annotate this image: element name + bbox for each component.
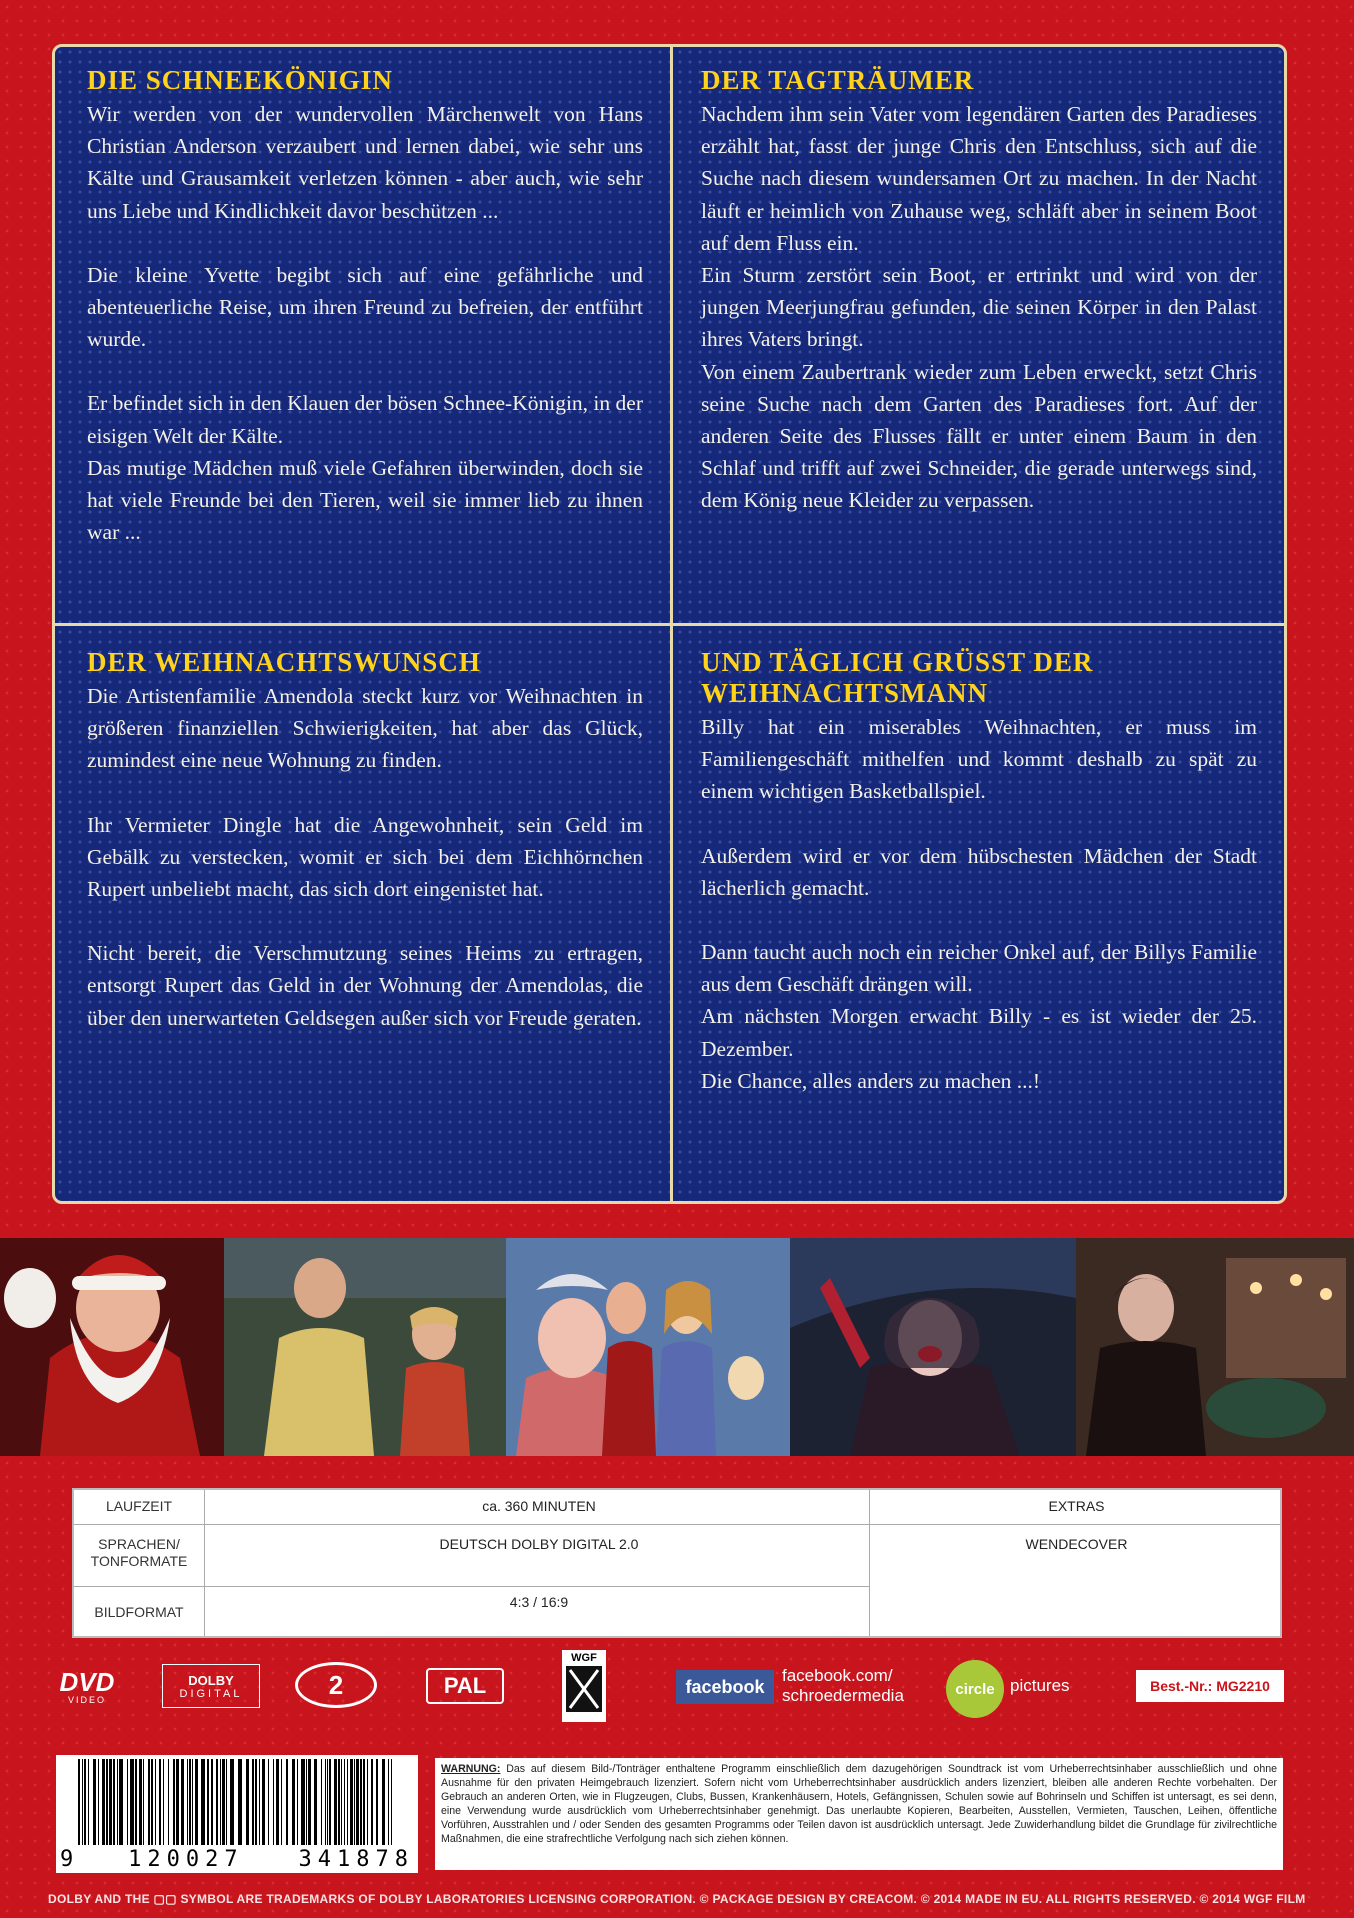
logo-row (50, 1650, 1320, 1722)
paragraph: Die Chance, alles anders zu machen ...! (701, 1068, 1041, 1093)
barcode-bar (226, 1759, 227, 1845)
barcode-bar (216, 1759, 218, 1845)
barcode-bar (327, 1759, 328, 1845)
barcode-bar (148, 1759, 150, 1845)
barcode-bar (176, 1759, 179, 1845)
section-taeglich-gruesst (701, 647, 1257, 1097)
wgf-rating-logo (562, 1650, 606, 1722)
still-dark-room (1076, 1238, 1354, 1456)
barcode-bar (181, 1759, 184, 1845)
barcode-bar (173, 1759, 175, 1845)
barcode-bar (82, 1759, 83, 1845)
barcode-bar (109, 1759, 112, 1845)
barcode-bar (273, 1759, 274, 1845)
circle-logo (946, 1660, 1004, 1718)
barcode-bar (297, 1759, 298, 1845)
barcode-bar (314, 1759, 317, 1845)
barcode-bar (102, 1759, 105, 1845)
dvd-logo-sub: VIDEO (67, 1695, 106, 1705)
screenshot-strip (0, 1238, 1354, 1456)
barcode-bar (113, 1759, 115, 1845)
paragraph: Wir werden von der wundervollen Märchenwelt von Hans Christian Anderson verzaubert und lernen dabei, wie sehr uns Kälte und Grausamkeit verletzen können - aber auch, wie sehr uns Liebe und Kindlichkeit davor beschützen ... (87, 102, 643, 223)
barcode-bar (262, 1759, 265, 1845)
barcode-bar (168, 1759, 169, 1845)
barcode-bar (388, 1759, 389, 1845)
pictures-text: pictures (1010, 1676, 1070, 1695)
barcode-bar (391, 1759, 392, 1845)
barcode-bar (325, 1759, 326, 1845)
paragraph: Von einem Zaubertrank wieder zum Leben erweckt, setzt Chris seine Suche nach dem Garten des Paradieses fort. Auf der anderen Seite des Flusses fällt er unter einem Baum in den Schlaf und trifft auf zwei Schneider, die gerade unterwegs sind, dem König neue Kleider zu verpassen. (701, 359, 1257, 513)
order-number-text: Best.-Nr.: MG2210 (1150, 1678, 1270, 1694)
barcode-bar (344, 1759, 345, 1845)
section-title: UND TÄGLICH GRÜSST DER WEIHNACHTSMANN (701, 647, 1094, 708)
barcode-bar (88, 1759, 89, 1845)
circle-text: circle (955, 1680, 995, 1698)
extras-value: WENDECOVER (1025, 1536, 1128, 1552)
barcode-bar (84, 1759, 86, 1845)
still-queen (790, 1238, 1076, 1456)
barcode-digit: 120027 (128, 1847, 244, 1872)
barcode-bar (238, 1759, 242, 1845)
barcode-bar (360, 1759, 362, 1845)
barcode-bar (376, 1759, 378, 1845)
section-title: DER TAGTRÄUMER (701, 65, 975, 95)
barcode-bar (78, 1759, 80, 1845)
barcode-digit: 341878 (298, 1847, 414, 1872)
barcode-bar (268, 1759, 269, 1845)
rating-cross-icon (564, 1664, 604, 1714)
synopsis-panel (52, 44, 1287, 1204)
warning-text: Das auf diesem Bild-/Tonträger enthaltene Programm einschließlich dem dazugehörigen Soundtrack ist vom Urheberrechtsinhaber ausschließlich und ohne Ausnahme für den privaten Heimgebrauch lizenziert. Sofern nicht vom Urheberrechtsinhaber ausdrücklich anders lizenziert, bleiben alle anderen Rechte vorbehalten. Der Gebrauch an anderen Orten, wie in Flugzeugen, Clubs, Bussen, Krankenhäusern, Hotels, Gefängnissen, Schulen sowie auf Bohrinseln und Schiffen ist untersagt, es sei denn, eine Verwendung wurde ausdrücklich vom Urheberrechtsinhaber genehmigt. Das unerlaubte Kopieren, Bearbeiten, Ausstellen, Vermieten, Tauschen, Leihen, öffentliche Vorführen, Ausstrahlen und / oder Senden des gesamten Programms oder Teilen davon ist ausdrücklich untersagt. Jede Zuwiderhandlung bildet die Grundlage für zivilrechtliche Maßnahmen, die eine strafrechtliche Verfolgung nach sich ziehen können. (441, 1763, 1277, 1845)
barcode-bar (255, 1759, 257, 1845)
dvd-logo-text: DVD (59, 1667, 115, 1697)
horizontal-divider (55, 623, 1284, 626)
warning-label: WARNUNG: (441, 1763, 501, 1775)
section-tagtraeumer (701, 65, 1257, 517)
barcode-bar (308, 1759, 311, 1845)
barcode-bar (139, 1759, 142, 1845)
table-line (869, 1524, 1280, 1525)
still-workshop (224, 1238, 506, 1456)
wgf-text: WGF (571, 1652, 597, 1664)
paragraph: Nicht bereit, die Verschmutzung seines Heims zu ertragen, entsorgt Rupert das Geld in der Wohnung der Amendolas, die über den unerwarteten Geldsegen außer sich vor Freude geraten. (87, 941, 643, 1030)
table-line (74, 1524, 869, 1525)
bildformat-value: 4:3 / 16:9 (509, 1594, 569, 1610)
region-2-logo (295, 1662, 377, 1708)
barcode-bar (130, 1759, 134, 1845)
bildformat-label: BILDFORMAT (94, 1604, 184, 1620)
barcode-bar (187, 1759, 188, 1845)
facebook-url[interactable] (782, 1666, 904, 1706)
barcode-bar (306, 1759, 307, 1845)
legal-warning (435, 1758, 1283, 1870)
barcode-bar (195, 1759, 198, 1845)
paragraph: Ihr Vermieter Dingle hat die Angewohnheit, sein Geld im Gebälk zu verstecken, womit er sich bei dem Eichhörnchen Rupert unbeliebt macht, das sich dort eingenistet hat. (87, 812, 643, 902)
region-code: 2 (328, 1669, 344, 1700)
section-schneekoenigin (87, 65, 643, 548)
facebook-url-line: facebook.com/ (782, 1666, 893, 1685)
extras-label: EXTRAS (1048, 1498, 1105, 1514)
paragraph: Die kleine Yvette begibt sich auf eine gefährliche und abenteuerliche Reise, um ihren Freund zu befreien, der entführt wurde. (87, 262, 643, 352)
barcode-bar (246, 1759, 249, 1845)
section-weihnachtswunsch (87, 647, 643, 1034)
facebook-text: facebook (685, 1676, 765, 1697)
barcode-bar (371, 1759, 373, 1845)
paragraph: Das mutige Mädchen muß viele Gefahren überwinden, doch sie hat viele Freunde bei den Tieren, weil sie immer lieb zu ihnen war ... (87, 455, 643, 545)
barcode-bar (230, 1759, 234, 1845)
barcode-bar (259, 1759, 260, 1845)
barcode-bar (207, 1759, 209, 1845)
barcode-bar (338, 1759, 340, 1845)
barcode-bar (292, 1759, 295, 1845)
paragraph: Billy hat ein miserables Weihnachten, er muss im Familiengeschäft mithelfen und kommt deshalb zu spät zu einem wichtigen Basketballspiel. (701, 715, 1257, 804)
barcode-bar (155, 1759, 156, 1845)
barcode-bar (151, 1759, 153, 1845)
facebook-url-line: schroedermedia (782, 1686, 904, 1705)
barcode-bar (211, 1759, 213, 1845)
still-santa (0, 1238, 224, 1456)
dvd-logo (50, 1664, 124, 1710)
facebook-logo[interactable] (676, 1670, 774, 1704)
barcode-digit: 9 (60, 1847, 74, 1872)
paragraph: Ein Sturm zerstört sein Boot, er ertrinkt und wird von der jungen Meerjungfrau gefunden, die seinen Körper in den Palast ihres Vaters bringt. (701, 263, 1257, 352)
barcode-bar (222, 1759, 225, 1845)
specs-table (72, 1488, 1282, 1638)
barcode-bar (356, 1759, 359, 1845)
barcode-bar (286, 1759, 288, 1845)
barcode-bar (276, 1759, 279, 1845)
dolby-logo-sub: DIGITAL (179, 1687, 243, 1700)
paragraph: Er befindet sich in den Klauen der bösen Schnee-Königin, in der eisigen Welt der Kälte. (87, 391, 643, 448)
barcode-bar (329, 1759, 331, 1845)
pal-text: PAL (443, 1673, 487, 1698)
dolby-logo-text: DOLBY (188, 1672, 234, 1688)
section-title: DER WEIHNACHTSWUNSCH (87, 647, 481, 677)
paragraph: Nachdem ihm sein Vater vom legendären Garten des Paradieses erzählt hat, fasst der junge Chris den Entschluss, sich auf die Suche nach diesem wundersamen Ort zu machen. In der Nacht läuft er heimlich von Zuhause weg, schläft aber in seinem Boot auf dem Fluss ein. (701, 102, 1257, 255)
barcode-bar (281, 1759, 282, 1845)
barcode-bar (350, 1759, 353, 1845)
paragraph: Dann taucht auch noch ein reicher Onkel auf, der Billys Familie aus dem Geschäft drängen will. (701, 940, 1257, 997)
barcode-bar (220, 1759, 221, 1845)
still-puppets (506, 1238, 790, 1456)
barcode-bar (159, 1759, 161, 1845)
laufzeit-label: LAUFZEIT (105, 1498, 173, 1514)
table-line (74, 1586, 869, 1587)
barcode-bar (252, 1759, 254, 1845)
barcode-digits (60, 1847, 414, 1872)
barcode-bar (301, 1759, 305, 1845)
barcode-bar (347, 1759, 348, 1845)
barcode-bar (143, 1759, 144, 1845)
barcode-bar (119, 1759, 123, 1845)
barcode-bar (367, 1759, 368, 1845)
paragraph: Außerdem wird er vor dem hübschesten Mädchen der Stadt lächerlich gemacht. (701, 843, 1257, 900)
barcode-bar (354, 1759, 355, 1845)
order-number (1136, 1670, 1284, 1702)
barcode-bars (56, 1759, 418, 1855)
table-line (869, 1490, 870, 1636)
barcode-bar (192, 1759, 193, 1845)
barcode (56, 1755, 418, 1873)
barcode-bar (321, 1759, 322, 1845)
paragraph: Die Artistenfamilie Amendola steckt kurz vor Weihnachten in größeren finanziellen Schwierigkeiten, hat aber das Glück, zumindest eine neue Wohnung zu finden. (87, 684, 643, 773)
barcode-bar (135, 1759, 137, 1845)
sprachen-value: DEUTSCH DOLBY DIGITAL 2.0 (439, 1536, 639, 1552)
barcode-bar (98, 1759, 99, 1845)
paragraph: Am nächsten Morgen erwacht Billy - es ist wieder der 25. Dezember. (701, 1004, 1257, 1061)
laufzeit-value: ca. 360 MINUTEN (482, 1498, 596, 1514)
barcode-bar (341, 1759, 342, 1845)
dolby-logo (162, 1664, 260, 1708)
barcode-bar (382, 1759, 385, 1845)
sprachen-label: SPRACHEN/ TONFORMATE (90, 1536, 188, 1569)
barcode-bar (117, 1759, 118, 1845)
barcode-bar (334, 1759, 337, 1845)
barcode-bar (127, 1759, 128, 1845)
barcode-bar (363, 1759, 365, 1845)
pal-logo (426, 1668, 504, 1704)
section-title: DIE SCHNEEKÖNIGIN (87, 65, 393, 95)
barcode-bar (93, 1759, 96, 1845)
barcode-bar (189, 1759, 191, 1845)
barcode-bar (163, 1759, 164, 1845)
table-line (204, 1490, 205, 1636)
barcode-bar (201, 1759, 205, 1845)
barcode-bar (106, 1759, 108, 1845)
footer-trademark: DOLBY AND THE ▢▢ SYMBOL ARE TRADEMARKS OF DOLBY LABORATORIES LICENSING CORPORATION. © PACKAGE DESIGN BY CREACOM. © 2014 MADE IN EU. ALL RIGHTS RESERVED. © 2014 WGF FILM (48, 1892, 1306, 1906)
